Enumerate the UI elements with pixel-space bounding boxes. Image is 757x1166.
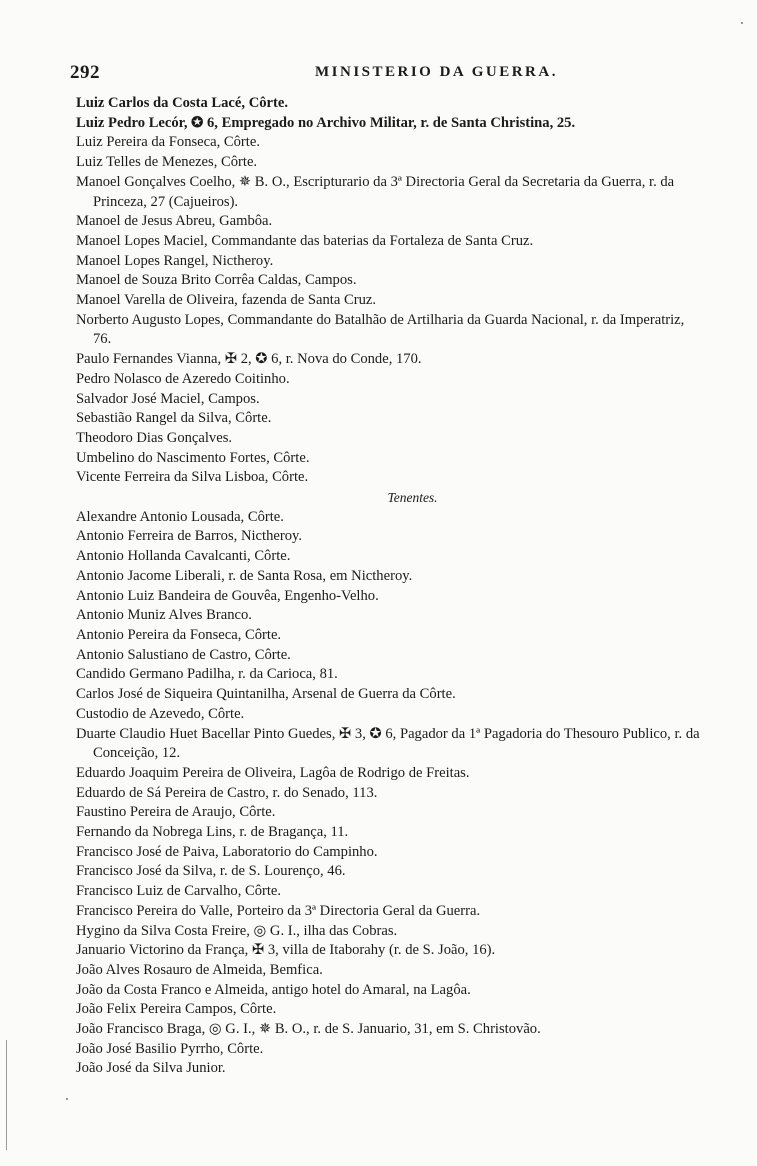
list-entry: João Felix Pereira Campos, Côrte.	[76, 1001, 277, 1018]
list-entry: Manoel de Souza Brito Corrêa Caldas, Campos.	[76, 272, 357, 289]
entries-before	[76, 94, 704, 488]
list-entry: Francisco José de Paiva, Laboratorio do Campinho.	[76, 843, 378, 860]
list-entry: Manoel Lopes Rangel, Nictheroy.	[76, 252, 274, 269]
list-entry: Antonio Salustiano de Castro, Côrte.	[76, 646, 291, 663]
list-entry: João José da Silva Junior.	[76, 1060, 226, 1077]
list-entry: Fernando da Nobrega Lins, r. de Bragança, 11.	[76, 824, 349, 841]
section-heading-tenentes: Tenentes.	[387, 490, 438, 506]
list-entry: Manoel Gonçalves Coelho, ✵ B. O., Escripturario da 3ª Directoria Geral da Secretaria da Guerra, r. da Princeza, 27 (Cajueiros).	[76, 173, 675, 210]
list-entry: Luiz Carlos da Costa Lacé, Côrte.	[76, 95, 288, 111]
officer-list	[76, 94, 704, 1079]
list-entry: Norberto Augusto Lopes, Commandante do Batalhão de Artilharia da Guarda Nacional, r. da Imperatriz, 76.	[76, 311, 685, 348]
list-entry: Faustino Pereira de Araujo, Côrte.	[76, 804, 276, 821]
list-entry: Carlos José de Siqueira Quintanilha, Arsenal de Guerra da Côrte.	[76, 686, 456, 703]
list-entry: João da Costa Franco e Almeida, antigo hotel do Amaral, na Lagôa.	[76, 981, 471, 998]
list-entry: Francisco Pereira do Valle, Porteiro da 3ª Directoria Geral da Guerra.	[76, 902, 481, 919]
list-entry: Manoel Lopes Maciel, Commandante das baterias da Fortaleza de Santa Cruz.	[76, 232, 534, 249]
list-entry: Januario Victorino da França, ✠ 3, villa de Itaborahy (r. de S. João, 16).	[76, 942, 496, 959]
list-entry: Antonio Muniz Alves Branco.	[76, 607, 252, 624]
paper-speck	[66, 1098, 68, 1100]
list-entry: Francisco Luiz de Carvalho, Côrte.	[76, 883, 282, 900]
list-entry: Manoel Varella de Oliveira, fazenda de Santa Cruz.	[76, 292, 376, 309]
list-entry: Alexandre Antonio Lousada, Côrte.	[76, 508, 284, 525]
page-header	[70, 62, 710, 84]
list-entry: João José Basilio Pyrrho, Côrte.	[76, 1040, 264, 1057]
list-entry: Paulo Fernandes Vianna, ✠ 2, ✪ 6, r. Nova do Conde, 170.	[76, 351, 422, 368]
list-entry: Antonio Ferreira de Barros, Nictheroy.	[76, 528, 302, 545]
list-entry: Pedro Nolasco de Azeredo Coitinho.	[76, 370, 290, 387]
list-entry: Antonio Luiz Bandeira de Gouvêa, Engenho-Velho.	[76, 587, 379, 604]
list-entry: Candido Germano Padilha, r. da Carioca, 81.	[76, 666, 338, 683]
list-entry: Eduardo de Sá Pereira de Castro, r. do Senado, 113.	[76, 784, 378, 801]
list-entry: Luiz Pereira da Fonseca, Côrte.	[76, 134, 260, 151]
list-entry: Francisco José da Silva, r. de S. Lourenço, 46.	[76, 863, 346, 880]
list-entry: João Alves Rosauro de Almeida, Bemfica.	[76, 961, 323, 978]
running-title: MINISTERIO DA GUERRA.	[315, 64, 558, 80]
entries-after	[76, 508, 704, 1079]
binding-edge	[6, 1040, 7, 1150]
list-entry: Theodoro Dias Gonçalves.	[76, 429, 233, 446]
list-entry: Luiz Telles de Menezes, Côrte.	[76, 154, 258, 171]
list-entry: Hygino da Silva Costa Freire, ◎ G. I., ilha das Cobras.	[76, 922, 398, 939]
list-entry: João Francisco Braga, ◎ G. I., ✵ B. O., r. de S. Januario, 31, em S. Christovão.	[76, 1021, 541, 1038]
list-entry: Antonio Hollanda Cavalcanti, Côrte.	[76, 548, 291, 565]
list-entry: Salvador José Maciel, Campos.	[76, 390, 260, 407]
list-entry: Eduardo Joaquim Pereira de Oliveira, Lagôa de Rodrigo de Freitas.	[76, 764, 470, 781]
list-entry: Sebastião Rangel da Silva, Côrte.	[76, 410, 272, 427]
list-entry: Vicente Ferreira da Silva Lisboa, Côrte.	[76, 469, 309, 486]
paper-speck	[741, 22, 743, 24]
list-entry: Custodio de Azevedo, Côrte.	[76, 705, 245, 722]
list-entry: Manoel de Jesus Abreu, Gambôa.	[76, 213, 273, 230]
list-entry: Duarte Claudio Huet Bacellar Pinto Guedes, ✠ 3, ✪ 6, Pagador da 1ª Pagadoria do Thesouro Publico, r. da Conceição, 12.	[76, 725, 700, 762]
list-entry: Luiz Pedro Lecór, ✪ 6, Empregado no Archivo Militar, r. de Santa Christina, 25.	[76, 114, 576, 131]
page-number: 292	[70, 62, 100, 83]
list-entry: Umbelino do Nascimento Fortes, Côrte.	[76, 449, 310, 466]
list-entry: Antonio Pereira da Fonseca, Côrte.	[76, 626, 282, 643]
list-entry: Antonio Jacome Liberali, r. de Santa Rosa, em Nictheroy.	[76, 567, 413, 584]
